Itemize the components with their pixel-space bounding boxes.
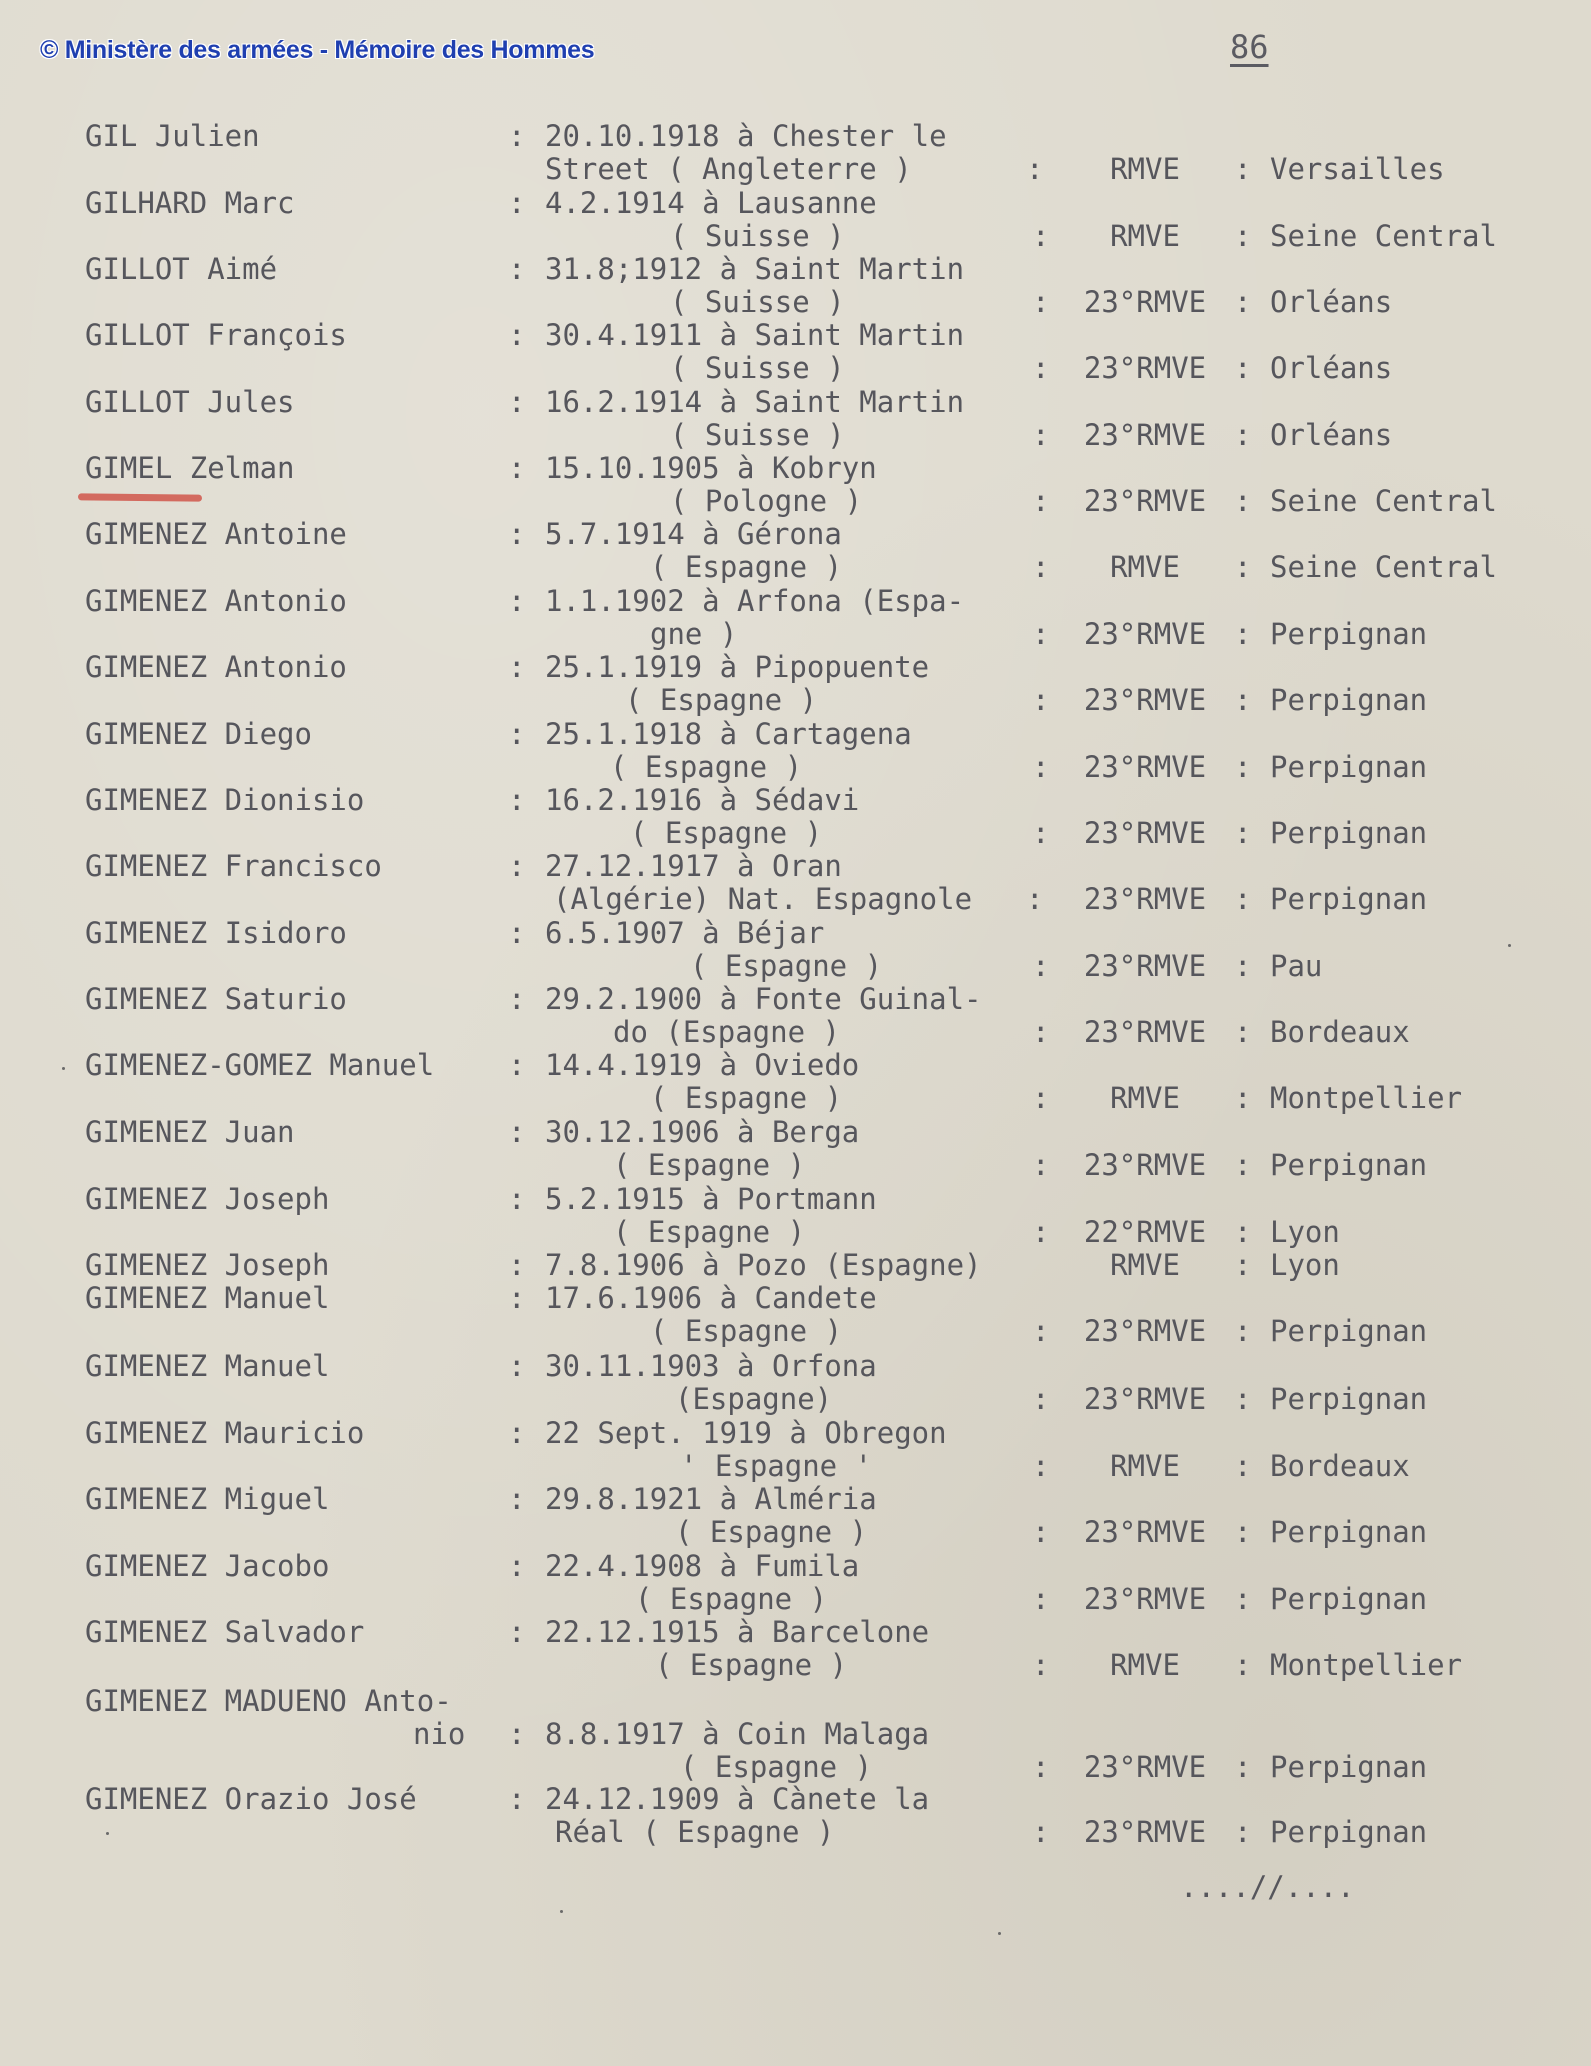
paper-speck (998, 1932, 1001, 1935)
register-entry (0, 1183, 1591, 1249)
recruitment-place: Perpignan (1270, 1515, 1428, 1549)
register-entry (0, 850, 1591, 916)
birth-info: 20.10.1918 à Chester le (545, 119, 947, 153)
recruitment-place: Pau (1270, 949, 1323, 983)
birth-info: 29.8.1921 à Alméria (545, 1482, 877, 1516)
colon-separator: : (1234, 683, 1252, 717)
colon-separator: : (508, 1782, 526, 1816)
birth-info: 8.8.1917 à Coin Malaga (545, 1717, 930, 1751)
colon-separator: : (1032, 949, 1050, 983)
birth-info-continuation: ( Espagne ) (630, 816, 823, 850)
colon-separator: : (1032, 550, 1050, 584)
recruitment-place: Bordeaux (1270, 1449, 1410, 1483)
colon-separator: : (1032, 750, 1050, 784)
recruitment-place: Lyon (1270, 1248, 1340, 1282)
regiment-unit: 23°RMVE (1083, 351, 1207, 385)
entry-name: GILLOT François (85, 318, 347, 352)
red-pencil-underline (78, 493, 202, 501)
colon-separator: : (508, 252, 526, 286)
entry-name: GIMENEZ Manuel (85, 1281, 330, 1315)
recruitment-place: Perpignan (1270, 816, 1428, 850)
entry-name: GIMENEZ Francisco (85, 849, 382, 883)
register-entry (0, 983, 1591, 1049)
regiment-unit: RMVE (1110, 1648, 1180, 1682)
entry-name: GIMENEZ Orazio José (85, 1782, 417, 1816)
birth-info-continuation: Street ( Angleterre ) (545, 152, 912, 186)
register-entry (0, 718, 1591, 784)
register-entry (0, 1116, 1591, 1182)
regiment-unit: 23°RMVE (1083, 949, 1207, 983)
colon-separator: : (1032, 1648, 1050, 1682)
colon-separator: : (508, 849, 526, 883)
birth-info: 17.6.1906 à Candete (545, 1281, 877, 1315)
birth-info: 22 Sept. 1919 à Obregon (545, 1416, 947, 1450)
colon-separator: : (1234, 949, 1252, 983)
birth-info-continuation: ( Pologne ) (670, 484, 863, 518)
colon-separator: : (1234, 1382, 1252, 1416)
register-entry (0, 518, 1591, 584)
regiment-unit: RMVE (1110, 1248, 1180, 1282)
colon-separator: : (1026, 152, 1044, 186)
colon-separator: : (508, 584, 526, 618)
recruitment-place: Versailles (1270, 152, 1445, 186)
colon-separator: : (1234, 152, 1252, 186)
colon-separator: : (1234, 418, 1252, 452)
regiment-unit: 23°RMVE (1083, 1314, 1207, 1348)
birth-info-continuation: ( Espagne ) (690, 949, 883, 983)
colon-separator: : (508, 1615, 526, 1649)
entry-name: GIMENEZ Jacobo (85, 1549, 330, 1583)
regiment-unit: 23°RMVE (1083, 617, 1207, 651)
entry-name: GIMEL Zelman (85, 451, 295, 485)
regiment-unit: 22°RMVE (1083, 1215, 1207, 1249)
colon-separator: : (1234, 1750, 1252, 1784)
colon-separator: : (1032, 1815, 1050, 1849)
regiment-unit: RMVE (1110, 550, 1180, 584)
colon-separator: : (1234, 1449, 1252, 1483)
birth-info-continuation: (Espagne) (675, 1382, 833, 1416)
recruitment-place: Perpignan (1270, 1314, 1428, 1348)
regiment-unit: 23°RMVE (1083, 418, 1207, 452)
recruitment-place: Perpignan (1270, 1750, 1428, 1784)
register-entry (0, 187, 1591, 253)
entry-name: GIMENEZ MADUENO Anto- (85, 1684, 452, 1718)
colon-separator: : (508, 1115, 526, 1149)
regiment-unit: RMVE (1110, 219, 1180, 253)
entry-name: GIMENEZ Dionisio (85, 783, 365, 817)
regiment-unit: 23°RMVE (1083, 1582, 1207, 1616)
watermark-copyright: © Ministère des armées - Mémoire des Hommes (40, 36, 595, 64)
colon-separator: : (508, 451, 526, 485)
birth-info-continuation: ( Espagne ) (625, 683, 818, 717)
birth-info-continuation: ( Espagne ) (635, 1582, 828, 1616)
birth-info: 30.4.1911 à Saint Martin (545, 318, 965, 352)
colon-separator: : (1234, 1215, 1252, 1249)
recruitment-place: Perpignan (1270, 1382, 1428, 1416)
register-entry (0, 253, 1591, 319)
colon-separator: : (1026, 882, 1044, 916)
regiment-unit: 23°RMVE (1083, 816, 1207, 850)
entry-name: GIL Julien (85, 119, 260, 153)
recruitment-place: Perpignan (1270, 617, 1428, 651)
colon-separator: : (1234, 285, 1252, 319)
colon-separator: : (1032, 484, 1050, 518)
birth-info: 16.2.1914 à Saint Martin (545, 385, 965, 419)
birth-info-continuation: ( Espagne ) (613, 1215, 806, 1249)
birth-info: 25.1.1919 à Pipopuente (545, 650, 930, 684)
colon-separator: : (1234, 550, 1252, 584)
birth-info: 15.10.1905 à Kobryn (545, 451, 877, 485)
birth-info-continuation: Réal ( Espagne ) (555, 1815, 835, 1849)
colon-separator: : (1032, 1515, 1050, 1549)
entry-name: GILHARD Marc (85, 186, 295, 220)
colon-separator: : (508, 717, 526, 751)
birth-info: 16.2.1916 à Sédavi (545, 783, 860, 817)
birth-info-continuation: ( Espagne ) (650, 1081, 843, 1115)
colon-separator: : (1234, 1248, 1252, 1282)
paper-speck (1508, 944, 1511, 947)
colon-separator: : (1234, 1815, 1252, 1849)
register-entry (0, 1049, 1591, 1115)
colon-separator: : (1234, 484, 1252, 518)
colon-separator: : (1234, 882, 1252, 916)
regiment-unit: 23°RMVE (1083, 1515, 1207, 1549)
birth-info-continuation: gne ) (650, 617, 738, 651)
colon-separator: : (1234, 1148, 1252, 1182)
entry-name: GIMENEZ Saturio (85, 982, 347, 1016)
entry-name: GIMENEZ Diego (85, 717, 312, 751)
birth-info-continuation: ( Espagne ) (675, 1515, 868, 1549)
recruitment-place: Perpignan (1270, 882, 1428, 916)
colon-separator: : (508, 1349, 526, 1383)
recruitment-place: Orléans (1270, 285, 1393, 319)
regiment-unit: 23°RMVE (1083, 683, 1207, 717)
regiment-unit: 23°RMVE (1083, 750, 1207, 784)
entry-name-continuation: nio (413, 1717, 466, 1751)
birth-info: 1.1.1902 à Arfona (Espa- (545, 584, 965, 618)
regiment-unit: RMVE (1110, 152, 1180, 186)
register-entry (0, 585, 1591, 651)
register-entry (0, 386, 1591, 452)
birth-info: 24.12.1909 à Cànete la (545, 1782, 930, 1816)
birth-info-continuation: ( Suisse ) (670, 285, 845, 319)
recruitment-place: Montpellier (1270, 1081, 1463, 1115)
entry-name: GILLOT Jules (85, 385, 295, 419)
birth-info: 25.1.1918 à Cartagena (545, 717, 912, 751)
recruitment-place: Perpignan (1270, 750, 1428, 784)
recruitment-place: Seine Central (1270, 219, 1497, 253)
birth-info: 7.8.1906 à Pozo (Espagne) (545, 1248, 982, 1282)
colon-separator: : (508, 916, 526, 950)
birth-info: 22.12.1915 à Barcelone (545, 1615, 930, 1649)
birth-info-continuation: do (Espagne ) (613, 1015, 840, 1049)
recruitment-place: Lyon (1270, 1215, 1340, 1249)
register-entry (0, 319, 1591, 385)
entry-name: GIMENEZ-GOMEZ Manuel (85, 1048, 435, 1082)
colon-separator: : (1032, 418, 1050, 452)
entry-name: GIMENEZ Joseph (85, 1248, 330, 1282)
colon-separator: : (1234, 1081, 1252, 1115)
birth-info: 4.2.1914 à Lausanne (545, 186, 877, 220)
register-entry (0, 1350, 1591, 1416)
register-entry (0, 1550, 1591, 1616)
regiment-unit: RMVE (1110, 1081, 1180, 1115)
birth-info-continuation: ( Espagne ) (613, 1148, 806, 1182)
birth-info: 29.2.1900 à Fonte Guinal- (545, 982, 982, 1016)
colon-separator: : (508, 783, 526, 817)
colon-separator: : (508, 1549, 526, 1583)
birth-info: 30.11.1903 à Orfona (545, 1349, 877, 1383)
birth-info-continuation: (Algérie) Nat. Espagnole (553, 882, 973, 916)
register-entry (0, 1616, 1591, 1682)
colon-separator: : (1032, 683, 1050, 717)
birth-info: 22.4.1908 à Fumila (545, 1549, 860, 1583)
colon-separator: : (508, 186, 526, 220)
colon-separator: : (1032, 1081, 1050, 1115)
colon-separator: : (508, 1281, 526, 1315)
birth-info-continuation: ( Espagne ) (655, 1648, 848, 1682)
birth-info-continuation: ( Espagne ) (650, 550, 843, 584)
colon-separator: : (1032, 219, 1050, 253)
regiment-unit: 23°RMVE (1083, 1148, 1207, 1182)
colon-separator: : (1032, 351, 1050, 385)
colon-separator: : (1234, 1314, 1252, 1348)
entry-name: GIMENEZ Isidoro (85, 916, 347, 950)
continuation-mark: ....//.... (1180, 1870, 1355, 1904)
recruitment-place: Bordeaux (1270, 1015, 1410, 1049)
paper-speck (62, 1067, 65, 1070)
colon-separator: : (1032, 1215, 1050, 1249)
birth-info: 14.4.1919 à Oviedo (545, 1048, 860, 1082)
colon-separator: : (1032, 1750, 1050, 1784)
colon-separator: : (1234, 617, 1252, 651)
birth-info: 31.8;1912 à Saint Martin (545, 252, 965, 286)
colon-separator: : (1234, 1515, 1252, 1549)
register-entry (0, 1282, 1591, 1348)
regiment-unit: 23°RMVE (1083, 1815, 1207, 1849)
entry-name: GIMENEZ Joseph (85, 1182, 330, 1216)
paper-speck (106, 1832, 109, 1835)
colon-separator: : (1032, 1314, 1050, 1348)
colon-separator: : (1234, 1015, 1252, 1049)
register-entry (0, 1783, 1591, 1849)
birth-info: 5.7.1914 à Gérona (545, 517, 842, 551)
colon-separator: : (508, 1182, 526, 1216)
recruitment-place: Perpignan (1270, 1815, 1428, 1849)
page-number: 86 (1230, 28, 1269, 66)
recruitment-place: Perpignan (1270, 683, 1428, 717)
register-entry (0, 917, 1591, 983)
regiment-unit: 23°RMVE (1083, 484, 1207, 518)
birth-info-continuation: ' Espagne ' (680, 1449, 873, 1483)
colon-separator: : (1032, 1582, 1050, 1616)
entry-name: GIMENEZ Manuel (85, 1349, 330, 1383)
colon-separator: : (1234, 750, 1252, 784)
colon-separator: : (1234, 816, 1252, 850)
recruitment-place: Seine Central (1270, 484, 1497, 518)
regiment-unit: 23°RMVE (1083, 1382, 1207, 1416)
birth-info-continuation: ( Espagne ) (680, 1750, 873, 1784)
register-entry (0, 1483, 1591, 1549)
regiment-unit: 23°RMVE (1083, 882, 1207, 916)
entry-name: GIMENEZ Antoine (85, 517, 347, 551)
entry-name: GIMENEZ Antonio (85, 584, 347, 618)
birth-info-continuation: ( Suisse ) (670, 219, 845, 253)
entry-name: GIMENEZ Mauricio (85, 1416, 365, 1450)
birth-info: 27.12.1917 à Oran (545, 849, 842, 883)
colon-separator: : (508, 385, 526, 419)
colon-separator: : (1032, 1015, 1050, 1049)
colon-separator: : (508, 318, 526, 352)
recruitment-place: Perpignan (1270, 1582, 1428, 1616)
regiment-unit: 23°RMVE (1083, 1015, 1207, 1049)
register-entry (0, 1417, 1591, 1483)
colon-separator: : (508, 650, 526, 684)
colon-separator: : (1032, 816, 1050, 850)
recruitment-place: Montpellier (1270, 1648, 1463, 1682)
colon-separator: : (508, 1048, 526, 1082)
birth-info-continuation: ( Espagne ) (650, 1314, 843, 1348)
colon-separator: : (508, 1717, 526, 1751)
recruitment-place: Orléans (1270, 418, 1393, 452)
colon-separator: : (1032, 617, 1050, 651)
colon-separator: : (1234, 1648, 1252, 1682)
colon-separator: : (1032, 1449, 1050, 1483)
birth-info-continuation: ( Suisse ) (670, 418, 845, 452)
recruitment-place: Seine Central (1270, 550, 1497, 584)
colon-separator: : (1234, 351, 1252, 385)
birth-info: 5.2.1915 à Portmann (545, 1182, 877, 1216)
register-entry (0, 1684, 1591, 1784)
colon-separator: : (508, 517, 526, 551)
recruitment-place: Orléans (1270, 351, 1393, 385)
entry-name: GIMENEZ Miguel (85, 1482, 330, 1516)
entry-name: GILLOT Aimé (85, 252, 278, 286)
register-entry (0, 784, 1591, 850)
colon-separator: : (508, 119, 526, 153)
register-entry (0, 452, 1591, 518)
entry-name: GIMENEZ Antonio (85, 650, 347, 684)
colon-separator: : (508, 1482, 526, 1516)
colon-separator: : (508, 982, 526, 1016)
regiment-unit: RMVE (1110, 1449, 1180, 1483)
colon-separator: : (1234, 219, 1252, 253)
regiment-unit: 23°RMVE (1083, 1750, 1207, 1784)
paper-speck (560, 1910, 563, 1913)
colon-separator: : (1032, 1382, 1050, 1416)
recruitment-place: Perpignan (1270, 1148, 1428, 1182)
birth-info-continuation: ( Espagne ) (610, 750, 803, 784)
entry-name: GIMENEZ Salvador (85, 1615, 365, 1649)
birth-info: 30.12.1906 à Berga (545, 1115, 860, 1149)
register-entry (0, 651, 1591, 717)
colon-separator: : (1032, 285, 1050, 319)
register-entry (0, 120, 1591, 186)
colon-separator: : (508, 1248, 526, 1282)
colon-separator: : (1234, 1582, 1252, 1616)
birth-info-continuation: ( Suisse ) (670, 351, 845, 385)
birth-info: 6.5.1907 à Béjar (545, 916, 825, 950)
entry-name: GIMENEZ Juan (85, 1115, 295, 1149)
colon-separator: : (1032, 1148, 1050, 1182)
regiment-unit: 23°RMVE (1083, 285, 1207, 319)
colon-separator: : (508, 1416, 526, 1450)
